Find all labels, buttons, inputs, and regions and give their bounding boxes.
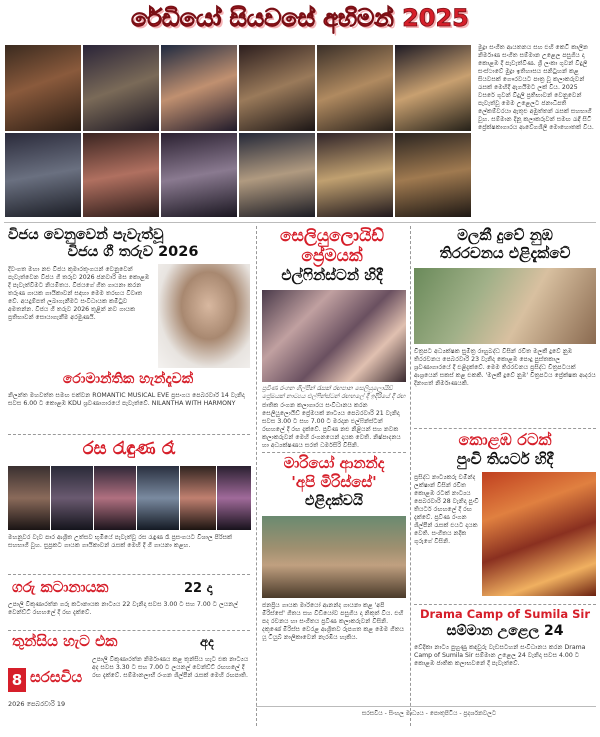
guru-headline-2: 22 දා [184, 581, 213, 596]
malaki-film-still [414, 268, 596, 344]
romantic-story-text: නිලන්ත මහවත්ත සමඟ එක්වන ROMANTIC MUSICAL EVE ප්‍රසංගය පෙබරවාරි 14 වැනිදා සවස 6.00 ට කොළඹ KDU ශ්‍රවණාගාරයේ පැවැත්වේ. NILANTHA WITH HARMONY [8, 392, 245, 407]
seliyuloid-headline-3: එල්ෆින්ස්ටන් හිදී [281, 266, 383, 284]
vijaya-portrait [158, 264, 250, 368]
award-photo-4 [238, 44, 316, 132]
mario-headline-2: 'අපි මිරිස්සේ' [291, 473, 377, 491]
award-photo-9 [160, 132, 238, 218]
seliyuloid-headline-2: ප්‍රේමයක් [301, 246, 363, 266]
column-divider-2 [410, 226, 411, 726]
page-number: 8 [11, 671, 23, 689]
awards-photo-collage [4, 44, 472, 218]
rasa-photo-1 [8, 466, 50, 530]
rasa-photo-3 [94, 466, 136, 530]
divider-rasa [8, 434, 250, 435]
award-photo-6 [394, 44, 472, 132]
divider-colombo [414, 428, 596, 429]
awards-story-text: මුද්‍රා සංගීත ආයතනය සහ එහි කෙටි කාලීන නිර්මාණ සංගීත සම්මාන උළෙල පසුගිය දා කොළඹ දී පැවැත්විණ. ශ්‍රී ලංකා ගුවන් විදුලි සංස්ථාවේ මුද්‍රා ඉතිහාසය සනිටුහන් කළ සියවසක් ගෞරවයට පාත්‍ර වූ කලාකරුවන් රැසක් මෙහිදී ඇගයීමට ලක් විය. 2025 වසරේ ගුවන් විදුලි ප්‍රතිභාවන් වෙනුවෙන් පැවැත්වූ මෙම උළෙලට ජනාධිපති ලේකම්වරයා ඇතුළු අමුත්තන් රැසක් සහභාගී වූහ. සම්මාන දිනූ කලාකරුවන් සමඟ රැඳී සිටි ප්‍රේක්ෂකාගාරය ආවේගශීලී මොහොතක් විය. [478, 44, 594, 131]
mario-headline-1: මාරියෝ ආනන්ද [283, 454, 385, 472]
colombo-headline-1: කොළඹ රටක් [458, 430, 552, 449]
award-photo-10 [238, 132, 316, 218]
issue-date: 2026 පෙබරවාරි 19 [8, 700, 66, 708]
divider-top [4, 222, 596, 223]
rasa-photo-6 [217, 466, 251, 530]
masthead-logo [8, 666, 90, 696]
thunsiya-headline-1: තුන්සිය හැට එක [12, 632, 118, 650]
award-photo-12 [394, 132, 472, 218]
seliyuloid-caption: ප්‍රවීණ රංගන ශිල්පීන් රැසක් රඟපාන සෙලියුලොයිඩ් ප්‍රේමයක් නාට්‍යය එල්ෆින්ස්ටන් රඟහලේ දී ඉදිරියේ දී රඟ [262, 385, 406, 400]
vijaya-headline-1: විජය වෙනුවෙන් පැවැත්වූ [8, 227, 164, 243]
seliyuloid-headline-1: සෙලියුලොයිඩ් [280, 226, 384, 246]
award-photo-3 [160, 44, 238, 132]
malaki-headline-1: මලකී දුවේ නුඹ [457, 226, 553, 244]
divider-drama [414, 604, 596, 605]
award-photo-2 [82, 44, 160, 132]
guru-story-text: උපාලි විකුණාරත්න ගරු කටානායක නාට්‍යය 22 වැනිදා සවස 3.00 ට සහ 7.00 ට ලයනල් වෙන්ඩ්ට් රඟහලේ දී රඟ දැක්වේ. [8, 601, 238, 616]
award-photo-7 [4, 132, 82, 218]
mario-headline-3: එළිදක්වයි [305, 493, 363, 509]
rasa-story-text: මහනුවර වැව පාර ආශ්‍රිත උත්සව භූමියේ පැවැත්වූ රස රැඳුණ රෑ ප්‍රසංගයට විශාල පිරිසක් සහභාගී වූහ. සුප්‍රකට ගායක ගායිකාවන් රැසක් මෙහි දී ගී ගායනා කළහ. [8, 534, 233, 549]
divider-footer [256, 706, 596, 707]
malaki-headline-2: තිරරචනය එළිදැක්වේ [439, 244, 571, 262]
divider-thunsiya [8, 630, 250, 631]
divider-guru [8, 574, 250, 575]
award-photo-11 [316, 132, 394, 218]
colombo-story-text: ප්‍රසිද්ධ නාට්‍යකරු චමින්ද ලක්ෂාන් විසින් රචිත කොළඹ රටක් නාට්‍යය පෙබරවාරි 28 වැනිදා පුංචි තියටර් රඟහලේ දී රඟ දැක්වේ. ප්‍රවීණ රංගන ශිල්පීන් රැසක් එයට දායක වෙති. සංගීතය නදීක ගුරුගේ විසිනි. [414, 474, 479, 545]
column-divider-1 [256, 226, 257, 726]
mario-photo [262, 516, 406, 598]
award-photo-5 [316, 44, 394, 132]
drama-headline-1: Drama Camp of Sumila Sir [419, 607, 591, 621]
thunsiya-headline-2: අද [200, 635, 214, 650]
colombo-headline-2: පුංචි තියටර් හිදී [456, 450, 554, 468]
drama-story-text: වේදිකා නාට්‍ය පුහුණු කඳවුරු වැඩසටහන් සංවිධානය කරන Drama Camp of Sumila Sir සම්මාන උළෙල 24 වැනිදා සවස 4.00 ට කොළඹ ජාතික කලාභවනේ දී පැවැත්වේ. [414, 644, 586, 667]
drama-headline-2: සම්මාන උළෙල 24 [446, 623, 564, 639]
guru-headline-1: ගරු කටානායක [12, 578, 109, 596]
award-photo-1 [4, 44, 82, 132]
seliyuloid-cast-photo [262, 290, 406, 382]
romantic-headline: රොමාන්තික හැන්දෑවක් [62, 371, 194, 387]
masthead-name: සරසවිය [30, 668, 83, 686]
malaki-story-text: චිත්‍රපට අධ්‍යක්ෂක සුමිත්‍ර රාහුබද්ධ විසින් රචිත මලකී දුවේ නුඹ තිරරචනය පෙබරවාරි 23 වැනිදා කොළඹ පොදු පුස්තකාල ශ්‍රවණාගාරයේ දී එළිදැක්වේ. මෙම තිරරචනය ප්‍රසිද්ධ චිත්‍රපටයක් ආශ්‍රයෙන් සකස් කළ එකකි. 'මලකී දුවේ නුඹ' චිත්‍රපටය ප්‍රේක්ෂක ආදරය දිනාගත් නිර්මාණයකි. [414, 348, 596, 387]
vijaya-headline-2: විජය ගී තරුව 2026 [67, 244, 199, 260]
seliyuloid-story-text: ජාතික රංගන කලාගාරය සංවිධානය කරන සෙලියුලොයිඩ් ප්‍රේමයක් නාට්‍යය පෙබරවාරි 21 වැනිදා සවස 3.00 ට සහ 7.00 ට මරදාන එල්ෆින්ස්ටන් රඟහලේ දී රඟ දැක්වේ. ප්‍රවීණ නළු නිළියන් සහ නවක කලාකරුවන් මෙහි රංගනයෙන් දායක වෙති. නිෂ්පාදනය හා අධ්‍යක්ෂණය සරත් ධර්මසිරි විසිනි. [262, 402, 401, 449]
thunsiya-story-text: උපාලි විකුණාරත්න නිර්මාණය කළ තුන්සිය හැට එක නාට්‍යය අද සවස 3.30 ට සහ 7.00 ට ලයනල් වෙන්ඩ්ට් රඟහලේ දී රඟ දැක්වේ. සම්මානලාභී රංගන ශිල්පීන් රැසක් මෙහි රඟපාති. [92, 656, 249, 679]
rasa-photo-5 [180, 466, 216, 530]
rasa-headline: රස රැඳුණ රෑ [82, 438, 176, 459]
page-credit: සරසවිය - සිංහල මාධ්‍යය - පොතුපිටිය - ප්‍රදර්ශනවලට [361, 710, 497, 717]
page-headline: රේඩියෝ සියවසේ අභිමන් 2025 [131, 4, 469, 32]
rasa-photo-2 [51, 466, 93, 530]
mario-story-text: ජනප්‍රිය ගායක මාරියෝ ආනන්ද ගායනා කළ 'අපි මිරිස්සේ' ගීතය සහ වීඩියෝව පසුගිය දා නිකුත් විය. එහි පද රචනය හා සංගීතය ප්‍රවීණ කලාකරුවන් විසිනි. දකුණේ මිරිස්ස වෙරළ ආශ්‍රිතව රූපගත කළ මෙම ගීතය යූ ටියුබ් නාලිකාවෙන් නැරඹිය හැකිය. [262, 602, 405, 641]
colombo-poster [482, 472, 596, 596]
award-photo-8 [82, 132, 160, 218]
divider-mario [262, 452, 406, 453]
vijaya-story-text: දිවංගත මහා නළු විජය කුමාරතුංගයන් වෙනුවෙන් පැවැත්වෙන විජය ගී තරුව 2026 ජනවාරි මස කොළඹ දී පැවැත්වීමට නියමිතය. විජයගේ ගීත ගායනා කරන තරුණ ගායක ගායිකාවන් සඳහා මෙම තරඟය විවෘත වේ. අයදුම්පත් ලබාගැනීමට සංවිධායක කමිටුව අමතන්න. විජය ගී තරුව 2026 තුළින් නව ගායක ප්‍රතිභාවන් සොයාගැනීම අරමුණයි. [8, 266, 150, 321]
rasa-photo-4 [137, 466, 179, 530]
page-number-badge [8, 668, 26, 692]
